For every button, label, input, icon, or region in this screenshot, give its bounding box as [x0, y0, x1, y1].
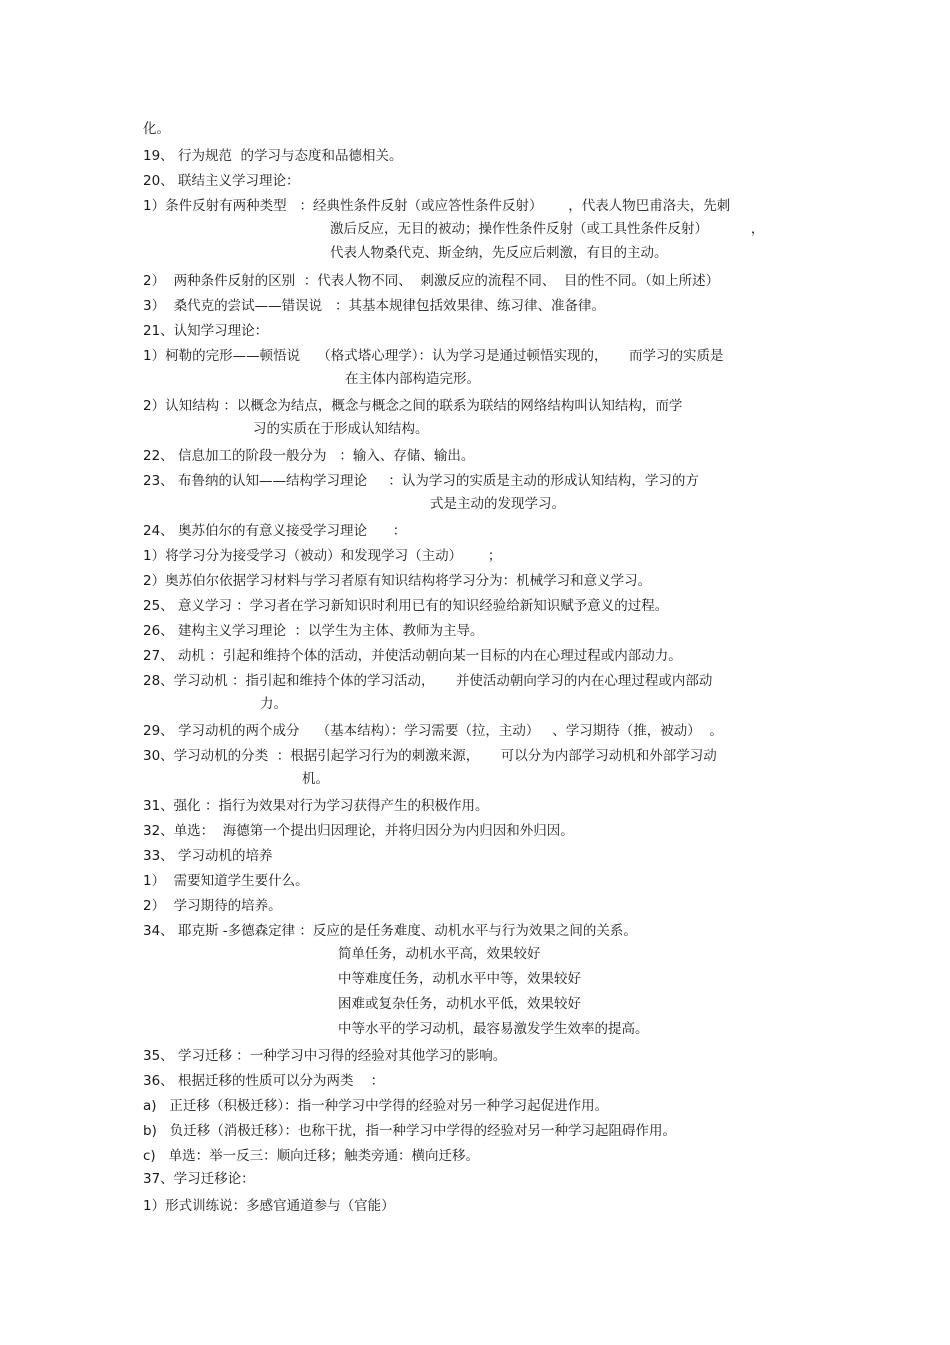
text-line: 1）柯勒的完形——顿悟说 （格式塔心理学）：认为学习是通过顿悟实现的， 而学习的实质是 [143, 348, 724, 364]
text-line: 33、 学习动机的培养 [143, 848, 273, 864]
text-line: c) 单选：举一反三：顺向迁移；触类旁通：横向迁移。 [143, 1148, 480, 1164]
text-line: 代表人物桑代克、斯金纳，先反应后刺激，有目的主动。 [330, 245, 668, 261]
text-line: 23、 布鲁纳的认知——结构学习理论 ：认为学习的实质是主动的形成认知结构，学习的方 [143, 473, 699, 489]
text-line: 中等难度任务，动机水平中等，效果较好 [338, 971, 581, 987]
text-line: 2） 两种条件反射的区别 ：代表人物不同、 刺激反应的流程不同、 目的性不同。（如上所述） [143, 273, 720, 289]
text-line: 机。 [302, 771, 329, 787]
text-line: 24、 奥苏伯尔的有意义接受学习理论 ： [143, 523, 407, 539]
text-line: 3） 桑代克的尝试——错误说 ：其基本规律包括效果律、练习律、准备律。 [143, 298, 606, 314]
text-line: 1） 需要知道学生要什么。 [143, 873, 309, 889]
text-line: 30、学习动机的分类 ：根据引起学习行为的刺激来源， 可以分为内部学习动机和外部学习动 [143, 748, 717, 764]
text-line: 式是主动的发现学习。 [430, 496, 565, 512]
text-line: 25、 意义学习 ：学习者在学习新知识时利用已有的知识经验给新知识赋予意义的过程。 [143, 598, 669, 614]
text-line: 力。 [260, 696, 287, 712]
text-line: 37、学习迁移论： [143, 1171, 255, 1187]
text-line: 34、 耶克斯 -多德森定律 ：反应的是任务难度、动机水平与行为效果之间的关系。 [143, 923, 637, 939]
text-line: b) 负迁移（消极迁移）：也称干扰，指一种学习中学得的经验对另一种学习起阻碍作用。 [143, 1123, 676, 1139]
text-line: 激后反应，无目的被动；操作性条件反射（或工具性条件反射） ， [330, 221, 765, 237]
text-line: 1）条件反射有两种类型 ：经典性条件反射（或应答性条件反射） ，代表人物巴甫洛夫，先刺 [143, 198, 731, 214]
text-line: 在主体内部构造完形。 [345, 371, 480, 387]
text-line: 19、 行为规范 的学习与态度和品德相关。 [143, 148, 403, 164]
text-line: 28、学习动机 ：指引起和维持个体的学习活动， 并使活动朝向学习的内在心理过程或内部动 [143, 673, 713, 689]
text-line: a) 正迁移（积极迁移）：指一种学习中学得的经验对另一种学习起促进作用。 [143, 1098, 609, 1114]
text-line: 32、单选： 海德第一个提出归因理论，并将归因分为内归因和外归因。 [143, 823, 574, 839]
text-line: 1）将学习分为接受学习（被动）和发现学习（主动） ； [143, 548, 502, 564]
text-line: 21、认知学习理论： [143, 323, 269, 339]
text-line: 20、 联结主义学习理论： [143, 173, 300, 189]
text-line: 2）奥苏伯尔依据学习材料与学习者原有知识结构将学习分为：机械学习和意义学习。 [143, 573, 652, 589]
text-line: 22、 信息加工的阶段一般分为 ：输入、存储、输出。 [143, 448, 475, 464]
text-line: 26、 建构主义学习理论 ：以学生为主体、教师为主导。 [143, 623, 484, 639]
text-line: 习的实质在于形成认知结构。 [253, 421, 429, 437]
text-line: 简单任务，动机水平高，效果较好 [338, 946, 541, 962]
text-line: 2） 学习期待的培养。 [143, 898, 282, 914]
text-line: 2）认知结构 ：以概念为结点，概念与概念之间的联系为联结的网络结构叫认知结构，而学 [143, 398, 683, 414]
text-line: 中等水平的学习动机，最容易激发学生效率的提高。 [338, 1021, 649, 1037]
text-line: 35、 学习迁移 ：一种学习中习得的经验对其他学习的影响。 [143, 1048, 507, 1064]
text-line: 化。 [143, 121, 170, 137]
text-line: 1）形式训练说：多感官通道参与（官能） [143, 1198, 395, 1214]
text-line: 31、强化 ：指行为效果对行为学习获得产生的积极作用。 [143, 798, 489, 814]
text-line: 29、 学习动机的两个成分 （基本结构）：学习需要（拉，主动） 、学习期待（推，被动） 。 [143, 723, 723, 739]
text-line: 27、 动机 ：引起和维持个体的活动，并使活动朝向某一目标的内在心理过程或内部动力。 [143, 648, 682, 664]
text-line: 36、 根据迁移的性质可以分为两类 ： [143, 1073, 385, 1089]
text-line: 困难或复杂任务，动机水平低，效果较好 [338, 996, 581, 1012]
